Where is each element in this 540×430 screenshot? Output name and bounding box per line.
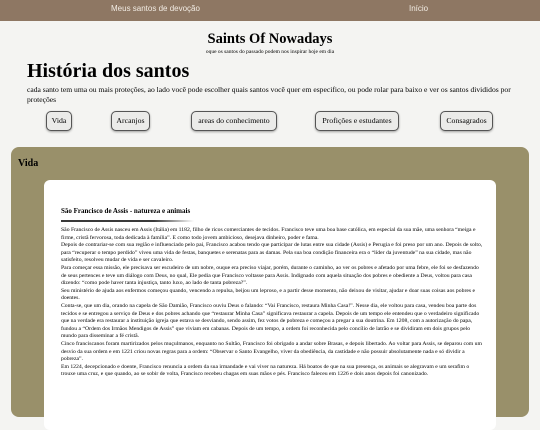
category-button-consagrados[interactable]: Consagrados: [440, 111, 493, 131]
saint-paragraph: Depois de contrariar-se com sua região e influenciado pelo pai, Francisco acabou tendo que participar de lutas entre sua cidade (Assis) e Perugia e foi preso por um ano. Depois de solto, para “recuperar o tempo perdido” viveu uma vida de festas, banquetes e serenatas para as damas. Pela sua boa condição financeira era o “líder da juventude” na sua cidade, mas não satisfeito, resolveu mudar de vida e ser cavaleiro.: [61, 242, 483, 264]
page-title: História dos santos: [27, 60, 190, 82]
category-button-profissoes-estudantes[interactable]: Profições e estudantes: [315, 111, 399, 131]
saint-card-body: [61, 227, 485, 379]
site-title: Saints Of Nowadays: [207, 31, 333, 47]
saint-paragraph: Conta-se, que um dia, orando na capela de São Damião, Francisco ouviu Deus o falando: “Vai Francisco, restaura Minha Casa!”. Nesse dia, ele voltou para casa, vendeu boa parte dos tecidos e se entregou a serviço de Deus e dos pobres achando que “restaurar Minha Casa” significava restaurar a capela. Depois de um tempo ele entendeu que o verdadeiro significado que na verdade era restaurar a instituição igreja que estava se desviando, sendo assim, fez votos de pobreza e começou a pregar a sua doutrina. Em 1208, com a autorização do papa, fundou a “Ordem dos Irmãos Mendigos de Assis” que viviam em cabanas. Depois de um tempo, a ordem foi reconhecida pelo concílio de latrão e se dividiram em dois grupos pelo mundo para disseminar a fé cristã.: [61, 302, 480, 340]
title-divider: [61, 220, 154, 222]
nav-link-my-saints[interactable]: Meus santos de devoção: [111, 4, 200, 13]
saint-paragraph: São Francisco de Assis nasceu em Assis (Itália) em 1182, filho de ricos comerciantes de tecidos. Francisco teve uma boa base católica, em especial da sua mãe, uma senhora “meiga e firme, cristã fervorosa, toda dedicada à família”. E como todo jovem ambicioso, desejava dinheiro, poder e fama.: [61, 227, 476, 241]
nav-link-home[interactable]: Início: [409, 4, 429, 13]
saint-card-title: São Francisco de Assis - natureza e animais: [61, 207, 191, 215]
site-subtitle: oque os santos do passado podem nos inspirar hoje em dia: [205, 49, 335, 55]
section-title: Vida: [18, 158, 39, 169]
category-button-arcanjos[interactable]: Arcanjos: [111, 111, 150, 131]
saint-paragraph: Em 1224, decepcionado e doente, Francisco renuncia a ordem da sua irmandade e vai viver na natureza. Há boatos de que na sua presença, os animais se alegravam e um serafim o trouxe uma cruz, e que quando, ao se sobir de volta, Francisco recebeu chagas em suas mãos e pés. Francisco faleceu em 1226 e dois anos depois foi canonizado.: [61, 363, 470, 378]
saint-paragraph: Para começar essa missão, ele precisava ser escudeiro de um nobre, ouque era preciso viajar, porém, durante o caminho, ao ver os pobres e afetado por uma febre, ele foi se desfazendo de seus pertences e teve um diálogo com Deus, no qual, Ele pedia que Francisco voltasse para Assis. Indignado com aquela situação dos pobres e obediente a Deus, voltou para casa dizendo: “como pode haver tanta injustiça, tanto luxo, ao lado de tanta pobreza?”.: [61, 264, 479, 287]
saint-paragraph: Cinco franciscanos foram martirizados pelos muçulmanos, enquanto no Sultão, Francisco foi obrigado a andar sobre Brasas, e depois libertado. Ao voltar para Assis, se deparou com um desvio da sua ordem e em 1221 criou novas regras para a ordem: “Observar o Santo Evangelho, viver da obediência, da castidade e não possuir absolutamente nada e só dividir a pobreza”.: [61, 340, 482, 363]
section-panel-vida: [11, 147, 529, 417]
top-navbar: [0, 0, 540, 21]
page-description: cada santo tem uma ou mais proteções, ao lado você pode escolher quais santos você quer em especifico, ou pode rolar para baixo e ver os santos divididos por proteções: [27, 85, 511, 104]
title-divider-fade: [154, 220, 194, 222]
saint-card: [44, 180, 496, 430]
category-button-areas-conhecimento[interactable]: areas do conhecimento: [191, 111, 277, 131]
saint-paragraph: Seu ministério de ajuda aos enfermos começou quando, vencendo a repulsa, beijou um leproso, e a partir desse momento, não deixou de visitar, ajudar e doar suas coisas aos pobres e doentes.: [61, 287, 476, 302]
category-button-vida[interactable]: Vida: [46, 111, 72, 131]
